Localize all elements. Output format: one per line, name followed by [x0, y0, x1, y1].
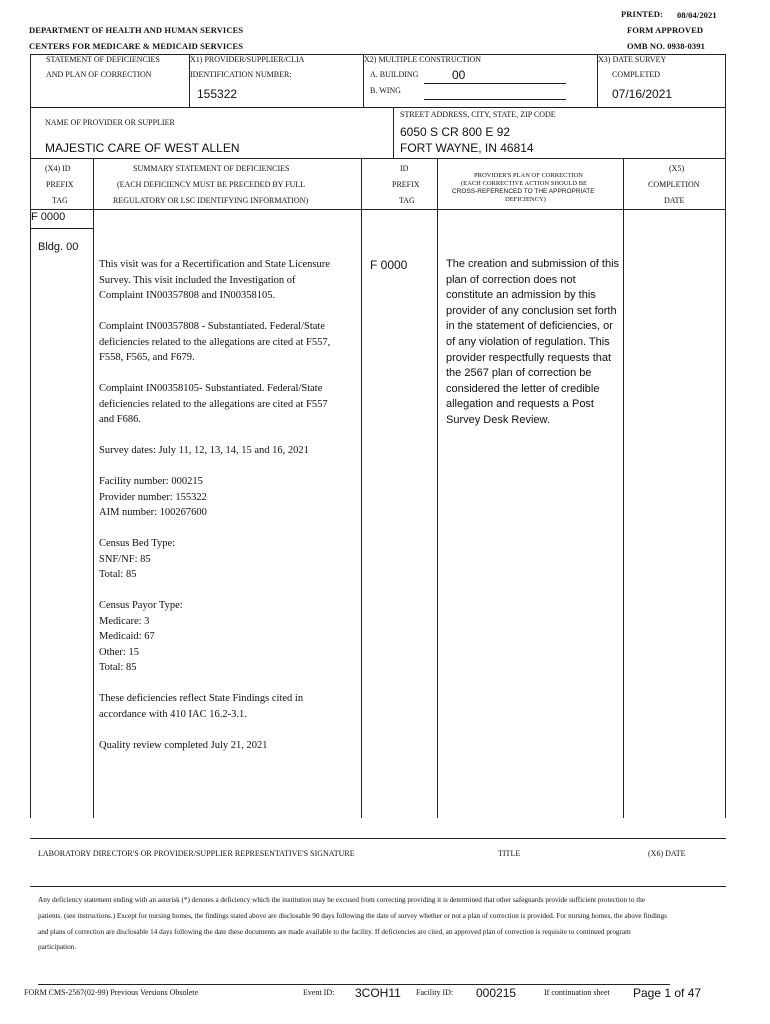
printed-label: PRINTED:	[621, 9, 663, 19]
signature-label: LABORATORY DIRECTOR'S OR PROVIDER/SUPPLIER REPRESENTATIVE'S SIGNATURE	[38, 849, 355, 858]
continuation-label: If continuation sheet	[544, 988, 610, 997]
wing-underline	[424, 99, 566, 100]
x4-label: (X4) ID	[45, 164, 71, 173]
plan-of-correction: The creation and submission of this plan of correction does not constitute an admission by this provider of any conclusion set forth in the statement of deficiencies, or of any violation of regulation. This provider respectfully requests that the 2567 plan of correction be considered the letter of credible allegation and requests a Post Survey Desk Review.	[446, 258, 620, 426]
rule	[38, 984, 670, 985]
form-approved: FORM APPROVED	[627, 25, 704, 35]
provider-name-label: NAME OF PROVIDER OR SUPPLIER	[45, 118, 175, 127]
rule	[30, 54, 31, 158]
provider-number: 155322	[197, 87, 238, 101]
x1-label: X1) PROVIDER/SUPPLIER/CLIA	[190, 55, 305, 64]
summary-paragraph: Complaint IN00358105- Substantiated. Federal/State deficiencies related to the allegations are cited at F557 and F686.	[99, 383, 328, 425]
address-label: STREET ADDRESS, CITY, STATE, ZIP CODE	[400, 110, 556, 119]
form-number: FORM CMS-2567(02-99) Previous Versions Obsolete	[24, 988, 199, 997]
summary-paragraph: This visit was for a Recertification and State Licensure Survey. This visit included the Investigation of Complaint IN00357808 and IN00358105.	[99, 259, 330, 301]
rule	[393, 107, 394, 158]
id-label-3: TAG	[399, 196, 415, 205]
disclosure-footnote: Any deficiency statement ending with an asterisk (*) denotes a deficiency which the institution may be excused from correcting providing it is determined that other safeguards provide sufficient protection to the patients. (see instructions.) Except for nursing homes, the findings stated above are disclosable 90 days following the date of survey whether or not a plan of correction is provided. For nursing homes, the above findings and plans of correction are disclosable 14 days following the date these documents are made available to the facility. If deficiencies are cited, an approved plan of correction is requisite to continued program participation.	[38, 896, 667, 952]
statement-label-2: AND PLAN OF CORRECTION	[46, 70, 152, 79]
event-id: 3COH11	[355, 986, 401, 1000]
x3-label: X3) DATE SURVEY	[598, 55, 667, 64]
wing-label: B. WING	[370, 86, 401, 95]
facility-id: 000215	[476, 986, 517, 1000]
id-label-2: PREFIX	[392, 180, 420, 189]
x6-date-label: (X6) DATE	[648, 849, 686, 858]
poc-label-2: (EACH CORRECTIVE ACTION SHOULD BE	[461, 180, 588, 187]
building-tag: Bldg. 00	[38, 241, 79, 253]
rule	[93, 158, 94, 818]
rule	[725, 158, 726, 818]
provider-name: MAJESTIC CARE OF WEST ALLEN	[45, 141, 240, 155]
poc-label-3: CROSS-REFERENCED TO THE APPROPRIATE	[452, 188, 595, 195]
rule	[623, 158, 624, 818]
rule	[30, 107, 726, 108]
summary-label-3: REGULATORY OR LSC IDENTIFYING INFORMATION)	[113, 196, 309, 205]
summary-paragraph: These deficiencies reflect State Findings cited in accordance with 410 IAC 16.2-3.1.	[99, 693, 304, 720]
rule	[30, 158, 31, 818]
summary-paragraph: Facility number: 000215 Provider number: 155322 AIM number: 100267600	[99, 476, 207, 518]
summary-label-2: (EACH DEFICIENCY MUST BE PRECEDED BY FULL	[117, 180, 306, 189]
printed-date: 08/04/2021	[677, 10, 717, 20]
id-prefix-tag: F 0000	[370, 258, 408, 272]
city-state-zip: FORT WAYNE, IN 46814	[400, 141, 534, 155]
x2-label: X2) MULTIPLE CONSTRUCTION	[364, 55, 482, 64]
rule	[30, 838, 726, 839]
facility-id-label: Facility ID:	[416, 988, 454, 997]
x5-label: (X5)	[669, 164, 685, 173]
rule	[725, 54, 726, 158]
centers-name: CENTERS FOR MEDICARE & MEDICAID SERVICES	[29, 41, 244, 51]
x5-label-3: DATE	[664, 196, 685, 205]
summary-paragraph: Census Payor Type: Medicare: 3 Medicaid: 67 Other: 15 Total: 85	[99, 600, 183, 673]
x1-label-2: IDENTIFICATION NUMBER:	[190, 70, 292, 79]
event-id-label: Event ID:	[303, 988, 335, 997]
rule	[30, 886, 726, 887]
summary-paragraph: Survey dates: July 11, 12, 13, 14, 15 and 16, 2021	[99, 445, 309, 456]
id-label: ID	[400, 164, 409, 173]
rule	[30, 158, 726, 159]
building-label: A. BUILDING	[370, 70, 419, 79]
summary-statement	[99, 257, 339, 769]
x4-label-2: PREFIX	[46, 180, 74, 189]
rule	[30, 228, 94, 229]
summary-paragraph: Census Bed Type: SNF/NF: 85 Total: 85	[99, 538, 176, 580]
prefix-tag: F 0000	[31, 211, 66, 223]
building-value: 00	[452, 68, 466, 82]
summary-paragraph: Complaint IN00357808 - Substantiated. Federal/State deficiencies related to the allegations are cited at F557, F558, F565, and F679.	[99, 321, 331, 363]
street-address: 6050 S CR 800 E 92	[400, 125, 511, 139]
summary-label: SUMMARY STATEMENT OF DEFICIENCIES	[133, 164, 290, 173]
survey-completed-date: 07/16/2021	[612, 87, 673, 101]
omb-number: OMB NO. 0938-0391	[627, 41, 705, 51]
rule	[361, 158, 362, 818]
poc-label-4: DEFICIENCY)	[505, 196, 546, 203]
rule	[437, 158, 438, 818]
title-label: TITLE	[498, 849, 521, 858]
x5-label-2: COMPLETION	[648, 180, 700, 189]
statement-label: STATEMENT OF DEFICIENCIES	[46, 55, 160, 64]
rule	[30, 209, 726, 210]
agency-name: DEPARTMENT OF HEALTH AND HUMAN SERVICES	[29, 25, 244, 35]
poc-label: PROVIDER'S PLAN OF CORRECTION	[474, 172, 583, 179]
x3-label-2: COMPLETED	[612, 70, 660, 79]
page-number: Page 1 of 47	[633, 986, 702, 1000]
building-underline	[424, 83, 566, 84]
summary-paragraph: Quality review completed July 21, 2021	[99, 739, 268, 751]
x4-label-3: TAG	[52, 196, 68, 205]
